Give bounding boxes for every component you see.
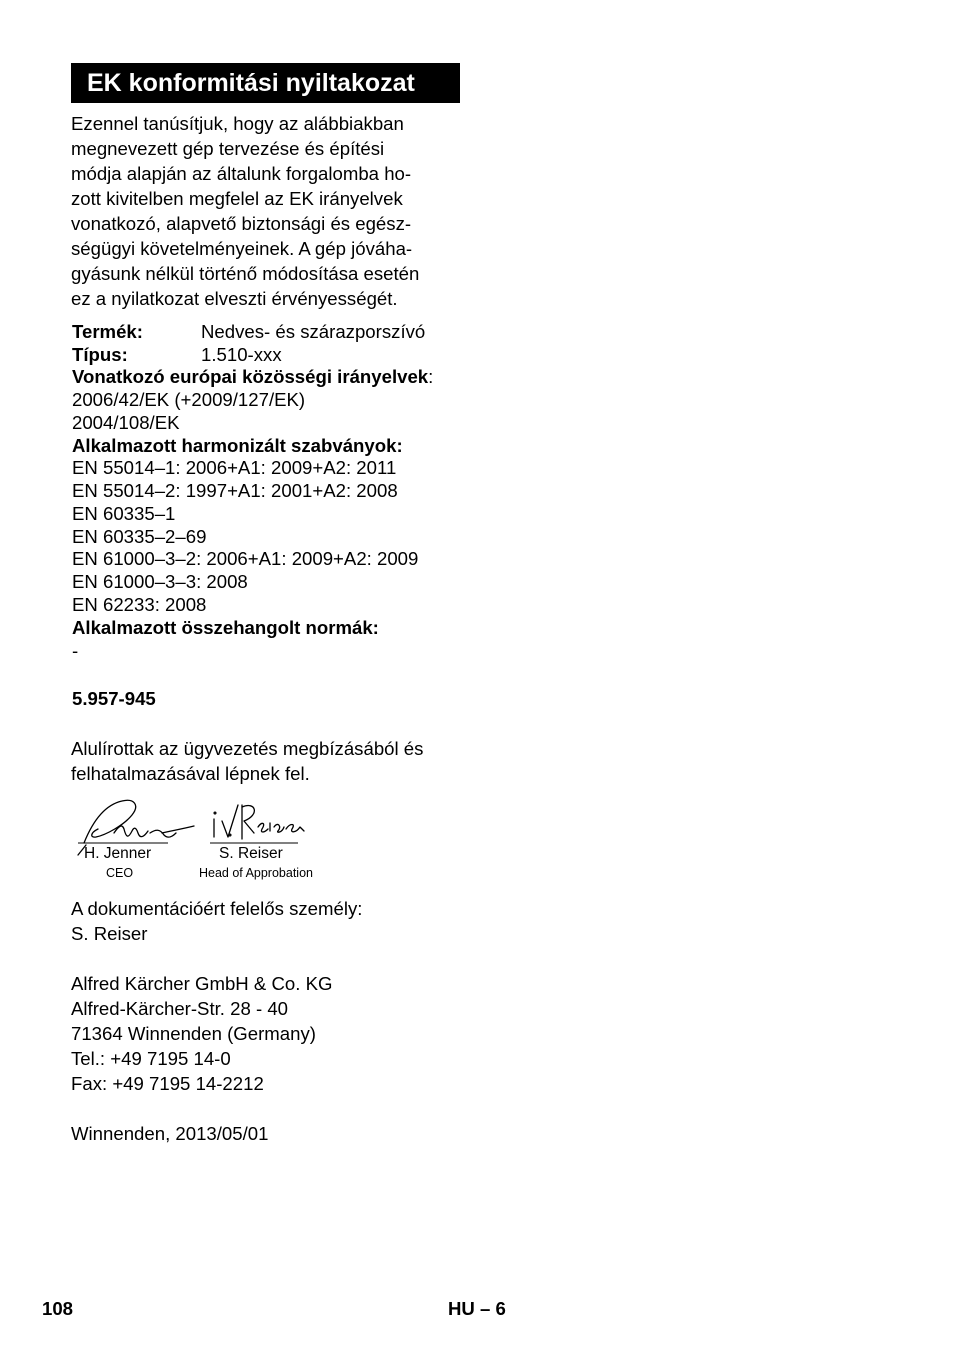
directive-item: 2004/108/EK <box>72 412 180 433</box>
standard-item: EN 61000–3–2: 2006+A1: 2009+A2: 2009 <box>72 548 419 569</box>
address-line: 71364 Winnenden (Germany) <box>71 1023 316 1044</box>
norms-heading: Alkalmazott összehangolt normák: <box>72 617 379 638</box>
signatory-role: Head of Approbation <box>199 866 313 880</box>
product-row <box>72 320 425 343</box>
intro-line: Ezennel tanúsítjuk, hogy az alábbiakban <box>71 113 404 134</box>
authorization-line: Alulírottak az ügyvezetés megbízásából és <box>71 738 424 759</box>
document-number: 5.957-945 <box>72 688 156 709</box>
type-row <box>72 343 282 366</box>
intro-line: gyásunk nélkül történő módosítása esetén <box>71 263 420 284</box>
signatory-name: H. Jenner <box>84 845 152 862</box>
standard-item: EN 60335–2–69 <box>72 526 207 547</box>
standard-item: EN 62233: 2008 <box>72 594 207 615</box>
standard-item: EN 60335–1 <box>72 503 176 524</box>
directives-heading-row <box>72 365 433 388</box>
documentation-person: S. Reiser <box>71 923 148 944</box>
type-label: Típus: <box>72 344 128 365</box>
address-line: Alfred-Kärcher-Str. 28 - 40 <box>71 998 289 1019</box>
directives-colon: : <box>428 366 434 387</box>
directive-item: 2006/42/EK (+2009/127/EK) <box>72 389 306 410</box>
type-value: 1.510-xxx <box>201 344 282 365</box>
page-title: EK konformitási nyiltakozat <box>87 69 415 97</box>
standard-item: EN 55014–2: 1997+A1: 2001+A2: 2008 <box>72 480 398 501</box>
signatory-role: CEO <box>106 866 134 880</box>
signature-reiser <box>214 805 304 839</box>
address-line: Tel.: +49 7195 14-0 <box>71 1048 231 1069</box>
section-marker: HU – 6 <box>448 1298 506 1319</box>
signatory-name: S. Reiser <box>219 845 283 862</box>
standard-item: EN 55014–1: 2006+A1: 2009+A2: 2011 <box>72 457 397 478</box>
product-value: Nedves- és szárazporszívó <box>201 321 426 342</box>
directives-heading: Vonatkozó európai közösségi irányelvek <box>72 366 429 387</box>
place-date: Winnenden, 2013/05/01 <box>71 1123 269 1144</box>
norms-value: - <box>72 640 79 661</box>
intro-line: vonatkozó, alapvető biztonsági és egész- <box>71 213 412 234</box>
standard-item: EN 61000–3–3: 2008 <box>72 571 248 592</box>
page-number: 108 <box>42 1298 74 1319</box>
address-line: Fax: +49 7195 14-2212 <box>71 1073 264 1094</box>
intro-line: zott kivitelben megfelel az EK irányelvek <box>71 188 403 209</box>
address-line: Alfred Kärcher GmbH & Co. KG <box>71 973 333 994</box>
intro-line: megnevezett gép tervezése és építési <box>71 138 385 159</box>
intro-paragraph <box>71 111 419 311</box>
standards-heading: Alkalmazott harmonizált szabványok: <box>72 435 403 456</box>
product-label: Termék: <box>72 321 143 342</box>
title-bar <box>71 63 460 103</box>
authorization-line: felhatalmazásával lépnek fel. <box>71 763 310 784</box>
intro-line: ez a nyilatkozat elveszti érvényességét. <box>71 288 398 309</box>
intro-line: ségügyi követelményeinek. A gép jóváha- <box>71 238 413 259</box>
intro-line: módja alapján az általunk forgalomba ho- <box>71 163 412 184</box>
documentation-label: A dokumentációért felelős személy: <box>71 898 363 919</box>
